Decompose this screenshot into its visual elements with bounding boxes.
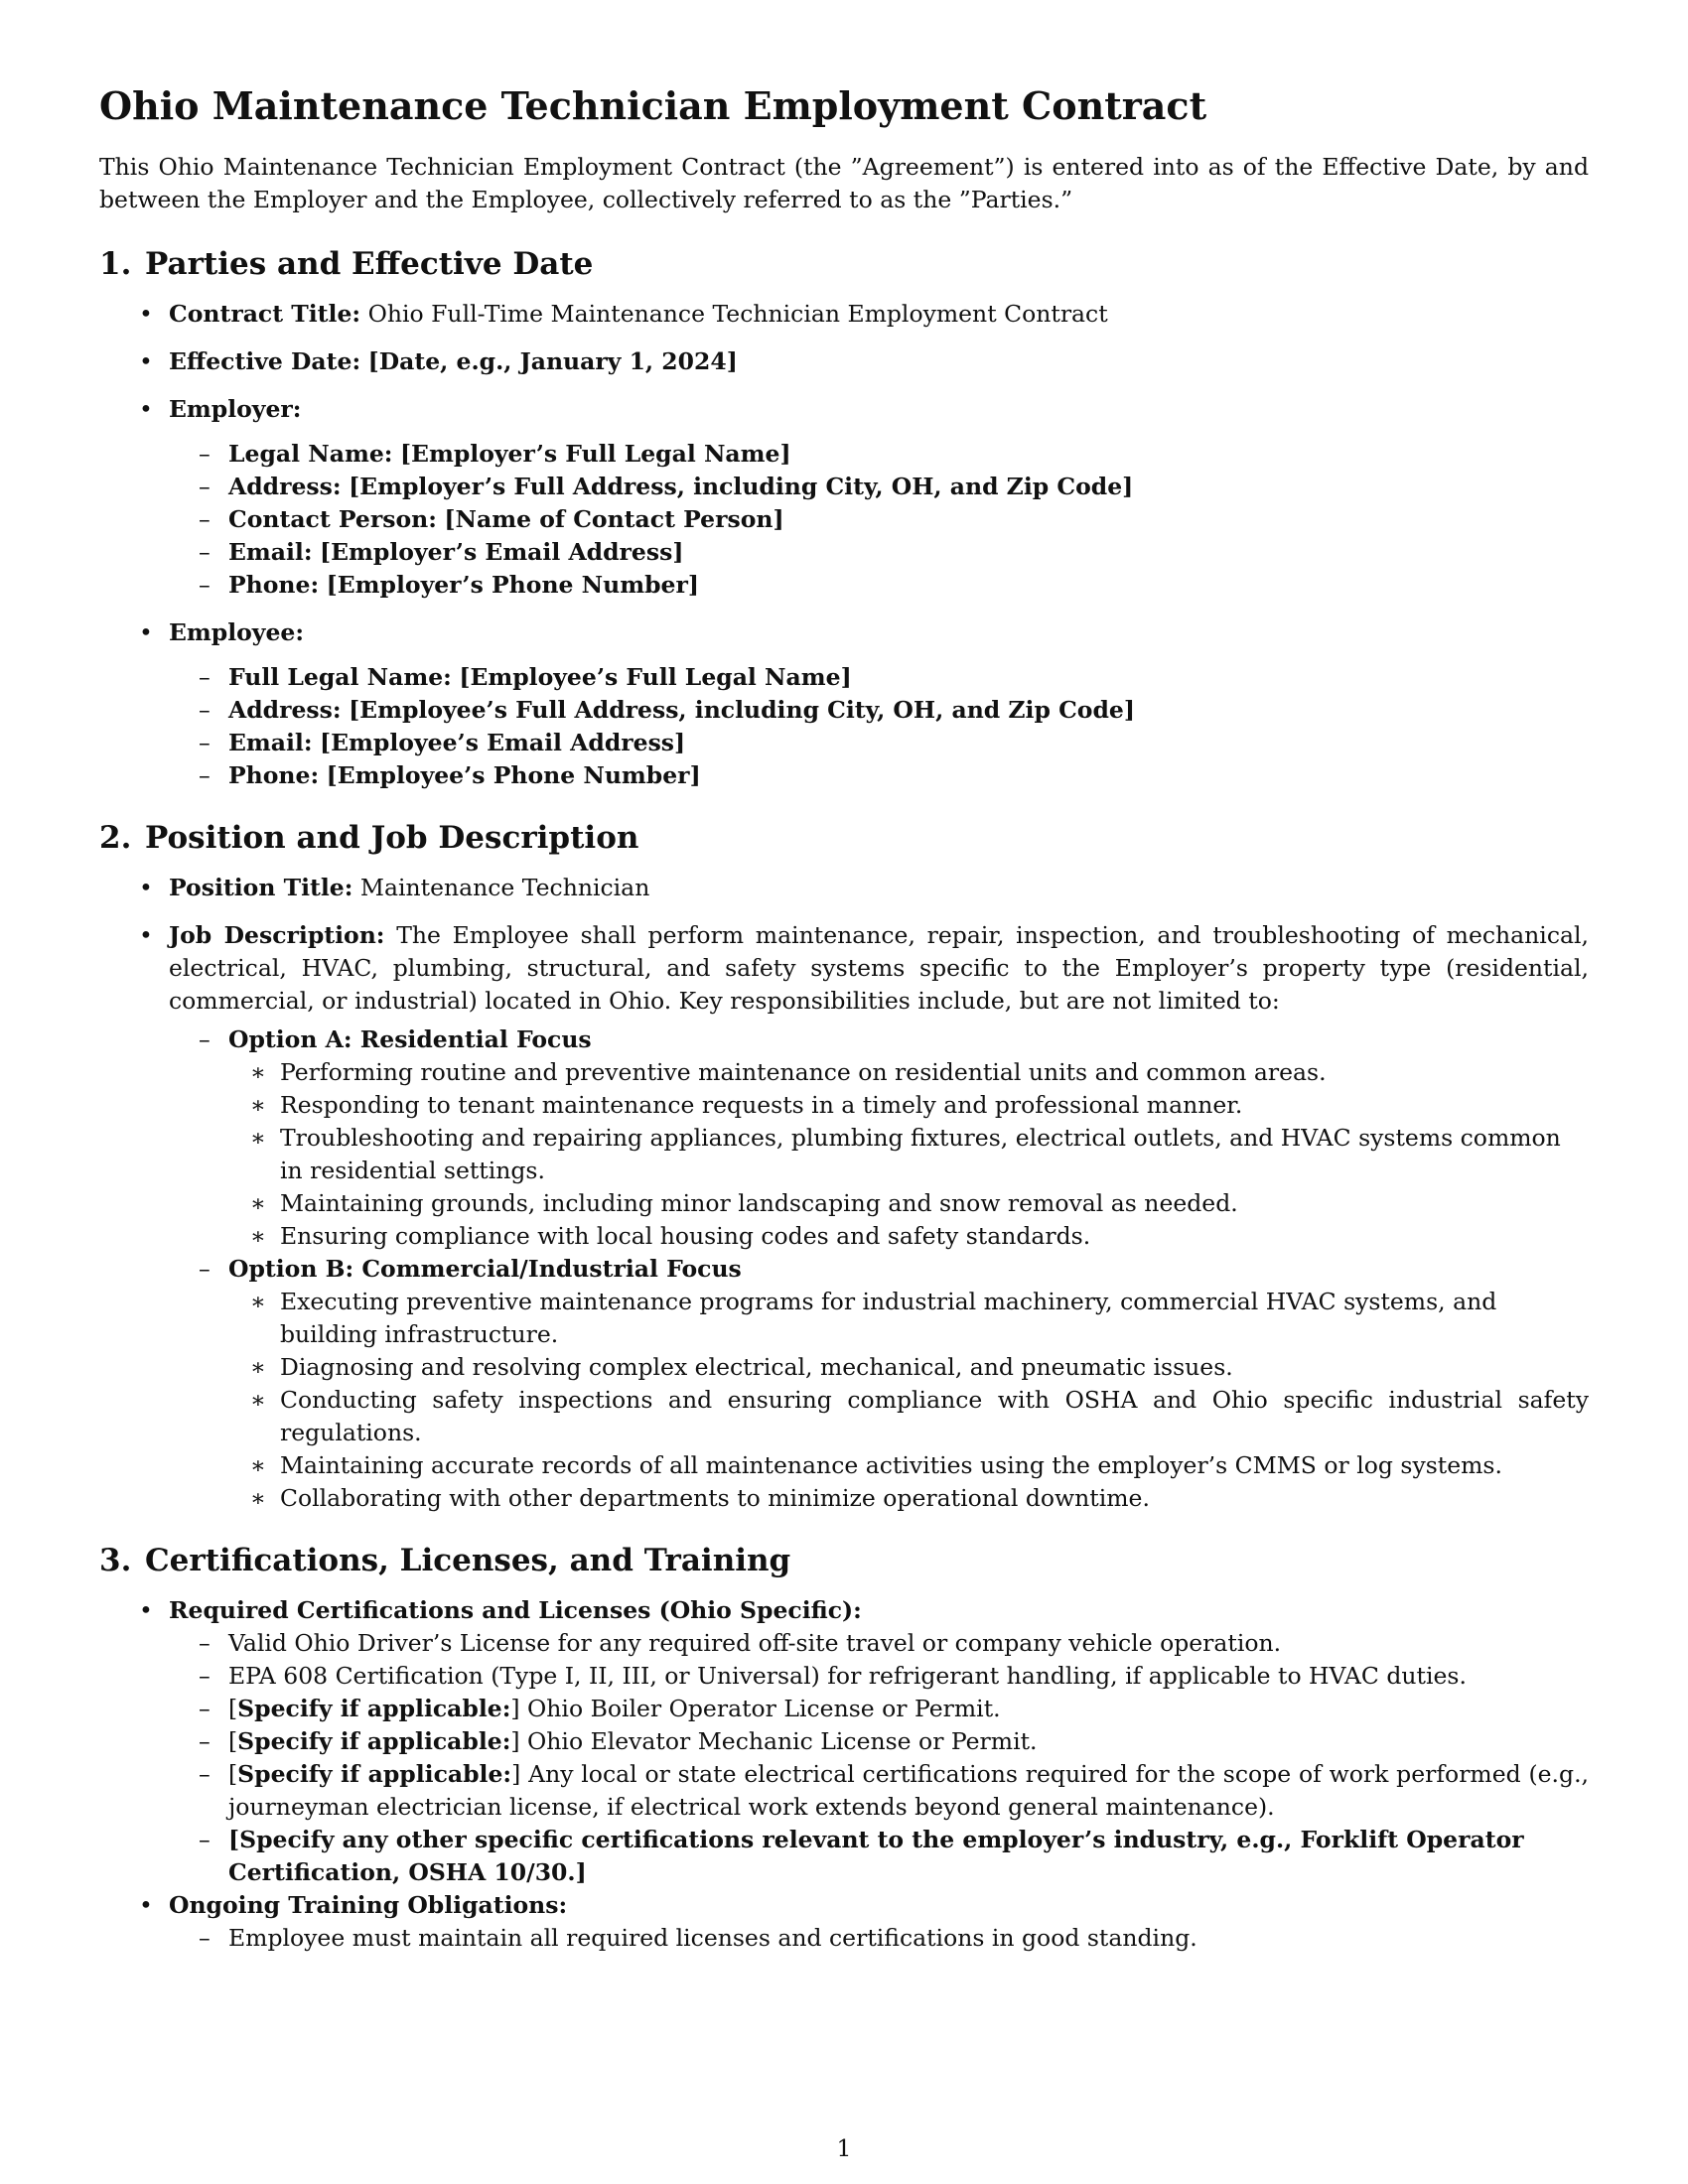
list-item: ∗ Responding to tenant maintenance requests in a timely and professional manner. (228, 1089, 1589, 1122)
list-item: ∗ Collaborating with other departments to minimize operational downtime. (228, 1482, 1589, 1515)
employee-address: – Address: [Employee’s Full Address, including City, OH, and Zip Code] (169, 694, 1589, 727)
list-item: – Employee must maintain all required licenses and certifications in good standing. (169, 1922, 1589, 1955)
position-title-item: • Position Title: Maintenance Technician (99, 872, 1589, 904)
section-position (99, 818, 1589, 1515)
employee-item: • Employee: – Full Legal Name: [Employee’s Full Legal Name] – Address: [Employee’s Full Address, including City, OH, and Zip Code] – Email: [Employee’s Email Address] – Phone: [Employee’s Phone Number] (99, 616, 1589, 792)
employee-email: – Email: [Employee’s Email Address] (169, 727, 1589, 759)
list-item: ∗ Executing preventive maintenance programs for industrial machinery, commercial HVAC systems, and building infrastructure. (228, 1286, 1589, 1351)
employer-item: • Employer: – Legal Name: [Employer’s Full Legal Name] – Address: [Employer’s Full Address, including City, OH, and Zip Code] – Contact Person: [Name of Contact Person] – Email: [Employer’s Email Address] – Phone: [Employer’s Phone Number] (99, 393, 1589, 602)
intro-paragraph: This Ohio Maintenance Technician Employment Contract (the ”Agreement”) is entered into as of the Effective Date, by and between the Employer and the Employee, collectively referred to as the ”Parties.” (99, 152, 1589, 213)
option-b: – Option B: Commercial/Industrial Focus ∗ Executing preventive maintenance programs for industrial machinery, commercial HVAC systems, and building infrastructure. ∗ Diagnosing and resolving complex electrical, mechanical, and pneumatic issues. ∗ Conducting safety inspections and ensuring compliance with OSHA and Ohio specific industrial safety regulations. ∗ Maintaining accurate records of all maintenance activities using the employer’s CMMS or log systems. ∗ Collaborating with other departments to minimize operational downtime. (169, 1253, 1589, 1515)
list-item: ∗ Ensuring compliance with local housing codes and safety standards. (228, 1220, 1589, 1253)
employer-email: – Email: [Employer’s Email Address] (169, 536, 1589, 569)
employer-phone: – Phone: [Employer’s Phone Number] (169, 569, 1589, 602)
required-certifications-item: • Required Certifications and Licenses (Ohio Specific): – Valid Ohio Driver’s License for any required off-site travel or company vehicle operation. – EPA 608 Certification (Type I, II, III, or Universal) for refrigerant handling, if applicable to HVAC duties. – [Specify if applicable:] Ohio Boiler Operator License or Permit. – [Specify if applicable:] Ohio Elevator Mechanic License or Permit. – [Specify if applicable:] Any local or state electrical certifications required for the scope of work performed (e.g., journeyman electrician license, if electrical work extends beyond general maintenance). – [Specify any other specific certifications relevant to the employer’s industry, e.g., Forklift Operator Certification, OSHA 10/30.] (99, 1594, 1589, 1889)
section-heading: 3. Certifications, Licenses, and Training (99, 1543, 791, 1579)
employee-phone: – Phone: [Employee’s Phone Number] (169, 759, 1589, 792)
section-heading: 1. Parties and Effective Date (99, 245, 594, 282)
job-description-item: • Job Description: The Employee shall perform maintenance, repair, inspection, and troubleshooting of mechanical, electrical, HVAC, plumbing, structural, and safety systems specific to the Employer’s property type (residential, commercial, or industrial) located in Ohio. Key responsibilities include, but are not limited to: – Option A: Residential Focus ∗ Performing routine and preventive maintenance on residential units and common areas. ∗ Responding to tenant maintenance requests in a timely and professional manner. ∗ Troubleshooting and repairing appliances, plumbing fixtures, electrical outlets, and HVAC systems common in residential settings. ∗ Maintaining grounds, including minor landscaping and snow removal as needed. ∗ Ensuring compliance with local housing codes and safety standards. – Option B: Commercial/Industrial Focus ∗ Executing preventive maintenance programs for industrial machinery, commercial HVAC systems, and building infrastructure. ∗ Diagnosing and resolving complex electrical, mechanical, and pneumatic issues. ∗ Conducting safety inspections and ensuring compliance with OSHA and Ohio specific industrial safety regulations. ∗ Maintaining accurate records of all maintenance activities using the employer’s CMMS or log systems. ∗ Collaborating with other departments to minimize operational downtime. (99, 919, 1589, 1515)
list-item: ∗ Conducting safety inspections and ensuring compliance with OSHA and Ohio specific industrial safety regulations. (228, 1384, 1589, 1449)
employee-legal-name: – Full Legal Name: [Employee’s Full Legal Name] (169, 661, 1589, 694)
section-certifications (99, 1541, 1589, 1955)
section-parties (99, 244, 1589, 792)
page-number: 1 (836, 2134, 852, 2162)
list-item: ∗ Troubleshooting and repairing appliances, plumbing fixtures, electrical outlets, and HVAC systems common in residential settings. (228, 1122, 1589, 1187)
list-item: – EPA 608 Certification (Type I, II, III, or Universal) for refrigerant handling, if applicable to HVAC duties. (169, 1660, 1589, 1693)
training-obligations-item: • Ongoing Training Obligations: – Employee must maintain all required licenses and certifications in good standing. (99, 1889, 1589, 1955)
list-item: ∗ Maintaining accurate records of all maintenance activities using the employer’s CMMS or log systems. (228, 1449, 1589, 1482)
contract-title-item: • Contract Title: Ohio Full-Time Maintenance Technician Employment Contract (99, 298, 1589, 331)
document-title: Ohio Maintenance Technician Employment Contract (99, 83, 1207, 128)
list-item: – [Specify if applicable:] Ohio Boiler Operator License or Permit. (169, 1693, 1589, 1725)
list-item: – [Specify any other specific certifications relevant to the employer’s industry, e.g., Forklift Operator Certification, OSHA 10/30.] (169, 1824, 1589, 1889)
employer-address: – Address: [Employer’s Full Address, including City, OH, and Zip Code] (169, 471, 1589, 503)
list-item: ∗ Performing routine and preventive maintenance on residential units and common areas. (228, 1056, 1589, 1089)
list-item: – [Specify if applicable:] Ohio Elevator Mechanic License or Permit. (169, 1725, 1589, 1758)
effective-date-item: • Effective Date: [Date, e.g., January 1, 2024] (99, 345, 1589, 378)
employer-legal-name: – Legal Name: [Employer’s Full Legal Name] (169, 438, 1589, 471)
list-item: ∗ Diagnosing and resolving complex electrical, mechanical, and pneumatic issues. (228, 1351, 1589, 1384)
option-a: – Option A: Residential Focus ∗ Performing routine and preventive maintenance on residential units and common areas. ∗ Responding to tenant maintenance requests in a timely and professional manner. ∗ Troubleshooting and repairing appliances, plumbing fixtures, electrical outlets, and HVAC systems common in residential settings. ∗ Maintaining grounds, including minor landscaping and snow removal as needed. ∗ Ensuring compliance with local housing codes and safety standards. (169, 1024, 1589, 1253)
employer-contact-person: – Contact Person: [Name of Contact Person] (169, 503, 1589, 536)
list-item: ∗ Maintaining grounds, including minor landscaping and snow removal as needed. (228, 1187, 1589, 1220)
list-item: – [Specify if applicable:] Any local or state electrical certifications required for the scope of work performed (e.g., journeyman electrician license, if electrical work extends beyond general maintenance). (169, 1758, 1589, 1824)
list-item: – Valid Ohio Driver’s License for any required off-site travel or company vehicle operation. (169, 1627, 1589, 1660)
section-heading: 2. Position and Job Description (99, 819, 639, 856)
contract-page (99, 83, 1589, 1980)
